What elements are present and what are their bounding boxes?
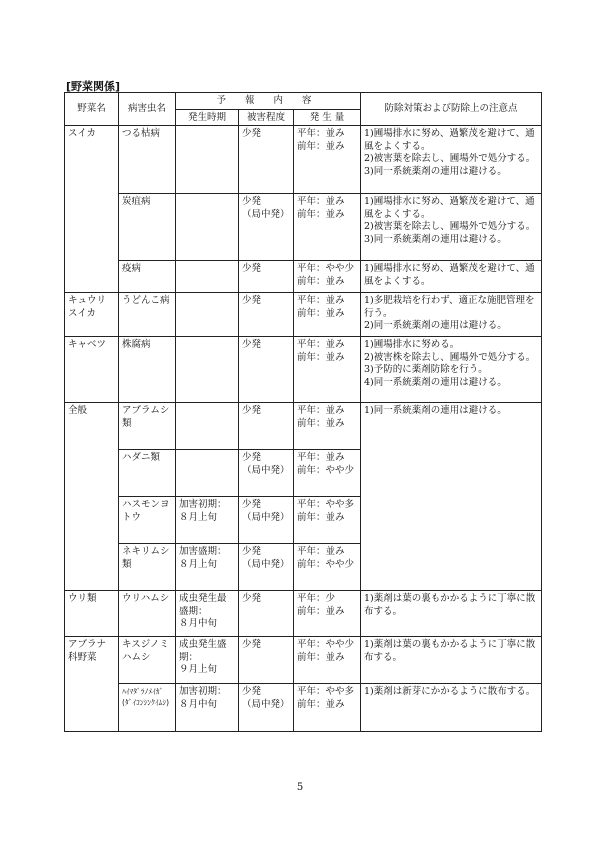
- table-row: [65, 684, 542, 732]
- amount-cell: [294, 544, 361, 591]
- measure-item: 1)薬剤は葉の裏もかかるように丁寧に散布する。: [364, 593, 536, 617]
- measure-item: 1)圃場排水に努める。: [364, 339, 460, 350]
- timing-cell: [176, 337, 239, 403]
- amount-normal: 平年：並み: [297, 295, 345, 306]
- pest-cell: ネキリムシ類: [119, 544, 176, 591]
- damage-cell: 少発 （局中発）: [239, 194, 294, 261]
- section-title: [野菜関係]: [66, 80, 121, 93]
- crop-cell: 全般: [65, 403, 119, 591]
- damage-cell: 少発 （局中発）: [239, 450, 294, 497]
- damage-cell: 少発: [239, 261, 294, 293]
- timing-cell: [176, 403, 239, 450]
- amount-normal: 平年：やや多: [297, 686, 355, 697]
- amount-normal: 平年：並み: [297, 405, 345, 416]
- measure-item: 4)同一系統薬剤の連用は避ける。: [364, 376, 507, 388]
- measure-item: 1)薬剤は葉の裏もかかるように丁寧に散布する。: [364, 639, 536, 663]
- amount-previous: 前年：並み: [297, 275, 345, 287]
- pest-cell: 株腐病: [119, 337, 176, 403]
- amount-cell: [294, 591, 361, 637]
- table-row: [65, 337, 542, 403]
- pest-cell: つる枯病: [119, 126, 176, 194]
- measure-item: 3)同一系統薬剤の連用は避ける。: [364, 233, 507, 245]
- table-row: [65, 591, 542, 637]
- timing-cell: 加害初期： ８月中旬: [176, 684, 239, 732]
- header-forecast: 予 報 内 容: [176, 93, 361, 110]
- measure-item: 1)多肥栽培を行わず、適正な施肥管理を行う。: [364, 295, 535, 319]
- amount-previous: 前年：並み: [297, 417, 345, 429]
- timing-cell: 成虫発生最盛期： ８月中旬: [176, 591, 239, 637]
- damage-cell: 少発: [239, 126, 294, 194]
- amount-previous: 前年：やや少: [297, 464, 355, 476]
- amount-normal: 平年：並み: [297, 128, 345, 139]
- amount-normal: 平年：やや少: [297, 263, 355, 274]
- amount-cell: [294, 450, 361, 497]
- header-pest: 病害虫名: [119, 93, 176, 126]
- timing-cell: 加害盛期： ８月上旬: [176, 544, 239, 591]
- measures-cell: [361, 684, 542, 732]
- timing-cell: 成虫発生盛期： ９月上旬: [176, 637, 239, 684]
- measure-item: 2)被害株を除去し、圃場外で処分する。: [364, 351, 536, 363]
- crop-cell: キャベツ: [65, 337, 119, 403]
- table-row: [65, 637, 542, 684]
- crop-cell: スイカ: [65, 126, 119, 293]
- amount-previous: 前年：やや少: [297, 558, 355, 570]
- amount-cell: [294, 194, 361, 261]
- damage-cell: 少発 （局中発）: [239, 544, 294, 591]
- forecast-table: [64, 92, 542, 732]
- measures-cell: [361, 403, 542, 591]
- pest-cell: ハダニ類: [119, 450, 176, 497]
- pest-cell: 疫病: [119, 261, 176, 293]
- damage-cell: 少発: [239, 337, 294, 403]
- amount-normal: 平年：並み: [297, 452, 345, 463]
- amount-cell: [294, 497, 361, 544]
- timing-cell: 加害初期： ８月上旬: [176, 497, 239, 544]
- amount-previous: 前年：並み: [297, 698, 345, 710]
- damage-cell: 少発: [239, 591, 294, 637]
- header-crop: 野菜名: [65, 93, 119, 126]
- table-row: [65, 261, 542, 293]
- pest-cell: アブラムシ類: [119, 403, 176, 450]
- timing-cell: [176, 261, 239, 293]
- table-row: [65, 293, 542, 337]
- amount-cell: [294, 293, 361, 337]
- amount-previous: 前年：並み: [297, 351, 345, 363]
- amount-previous: 前年：並み: [297, 651, 345, 663]
- header-amount: 発 生 量: [294, 109, 361, 126]
- header-damage: 被害程度: [239, 109, 294, 126]
- timing-cell: [176, 126, 239, 194]
- measure-item: 1)圃場排水に努め、過繁茂を避けて、通風をよくする。: [364, 196, 535, 220]
- timing-cell: [176, 450, 239, 497]
- measure-item: 1)圃場排水に努め、過繁茂を避けて、通風をよくする。: [364, 128, 535, 152]
- amount-previous: 前年：並み: [297, 307, 345, 319]
- amount-cell: [294, 337, 361, 403]
- crop-cell: ウリ類: [65, 591, 119, 637]
- amount-normal: 平年：並み: [297, 196, 345, 207]
- amount-cell: [294, 684, 361, 732]
- amount-cell: [294, 126, 361, 194]
- amount-normal: 平年：やや少: [297, 639, 355, 650]
- measure-item: 3)同一系統薬剤の連用は避ける。: [364, 165, 507, 177]
- pest-cell: ウリハムシ: [119, 591, 176, 637]
- amount-cell: [294, 637, 361, 684]
- pest-cell: ハスモンヨトウ: [119, 497, 176, 544]
- amount-normal: 平年：並み: [297, 339, 345, 350]
- pest-cell: キスジノミハムシ: [119, 637, 176, 684]
- timing-cell: [176, 194, 239, 261]
- measures-cell: [361, 637, 542, 684]
- amount-normal: 平年：並み: [297, 546, 345, 557]
- measures-cell: [361, 591, 542, 637]
- measures-cell: [361, 126, 542, 194]
- measures-cell: [361, 261, 542, 293]
- damage-cell: 少発 （局中発）: [239, 497, 294, 544]
- amount-normal: 平年：やや多: [297, 499, 355, 510]
- table-row: [65, 403, 542, 450]
- amount-previous: 前年：並み: [297, 511, 345, 523]
- amount-previous: 前年：並み: [297, 140, 345, 152]
- crop-cell: アブラナ 科野菜: [65, 637, 119, 732]
- amount-cell: [294, 403, 361, 450]
- measure-item: 1)圃場排水に努め、過繁茂を避けて、通風をよくする。: [364, 263, 535, 287]
- pest-cell: ﾊｲﾏﾀﾞﾗﾉﾒｲｶﾞ(ﾀﾞｲｺﾝｼﾝｸｲﾑｼ): [119, 684, 176, 732]
- measure-item: 1)同一系統薬剤の連用は避ける。: [364, 405, 507, 416]
- measures-cell: [361, 337, 542, 403]
- table-row: [65, 194, 542, 261]
- measures-cell: [361, 293, 542, 337]
- measure-item: 2)同一系統薬剤の連用は避ける。: [364, 320, 507, 331]
- pest-cell: うどんこ病: [119, 293, 176, 337]
- amount-previous: 前年：並み: [297, 208, 345, 220]
- table-body: [65, 126, 542, 732]
- measures-cell: [361, 194, 542, 261]
- amount-normal: 平年：少: [297, 593, 336, 604]
- header-timing: 発生時期: [176, 109, 239, 126]
- timing-cell: [176, 293, 239, 337]
- amount-previous: 前年：並み: [297, 605, 345, 617]
- measure-item: 2)被害葉を除去し、圃場外で処分する。: [364, 221, 536, 232]
- damage-cell: 少発: [239, 637, 294, 684]
- damage-cell: 少発: [239, 293, 294, 337]
- page-number: 5: [296, 782, 304, 793]
- measure-item: 1)薬剤は新芽にかかるように散布する。: [364, 686, 536, 697]
- measure-item: 2)被害葉を除去し、圃場外で処分する。: [364, 153, 536, 164]
- header-measures: 防除対策および防除上の注意点: [361, 93, 542, 126]
- crop-cell: キュウリ スイカ: [65, 293, 119, 337]
- measure-item: 3)予防的に薬剤防除を行う。: [364, 364, 488, 375]
- damage-cell: 少発: [239, 403, 294, 450]
- amount-cell: [294, 261, 361, 293]
- pest-cell: 炭疽病: [119, 194, 176, 261]
- damage-cell: 少発 （局中発）: [239, 684, 294, 732]
- table-row: [65, 126, 542, 194]
